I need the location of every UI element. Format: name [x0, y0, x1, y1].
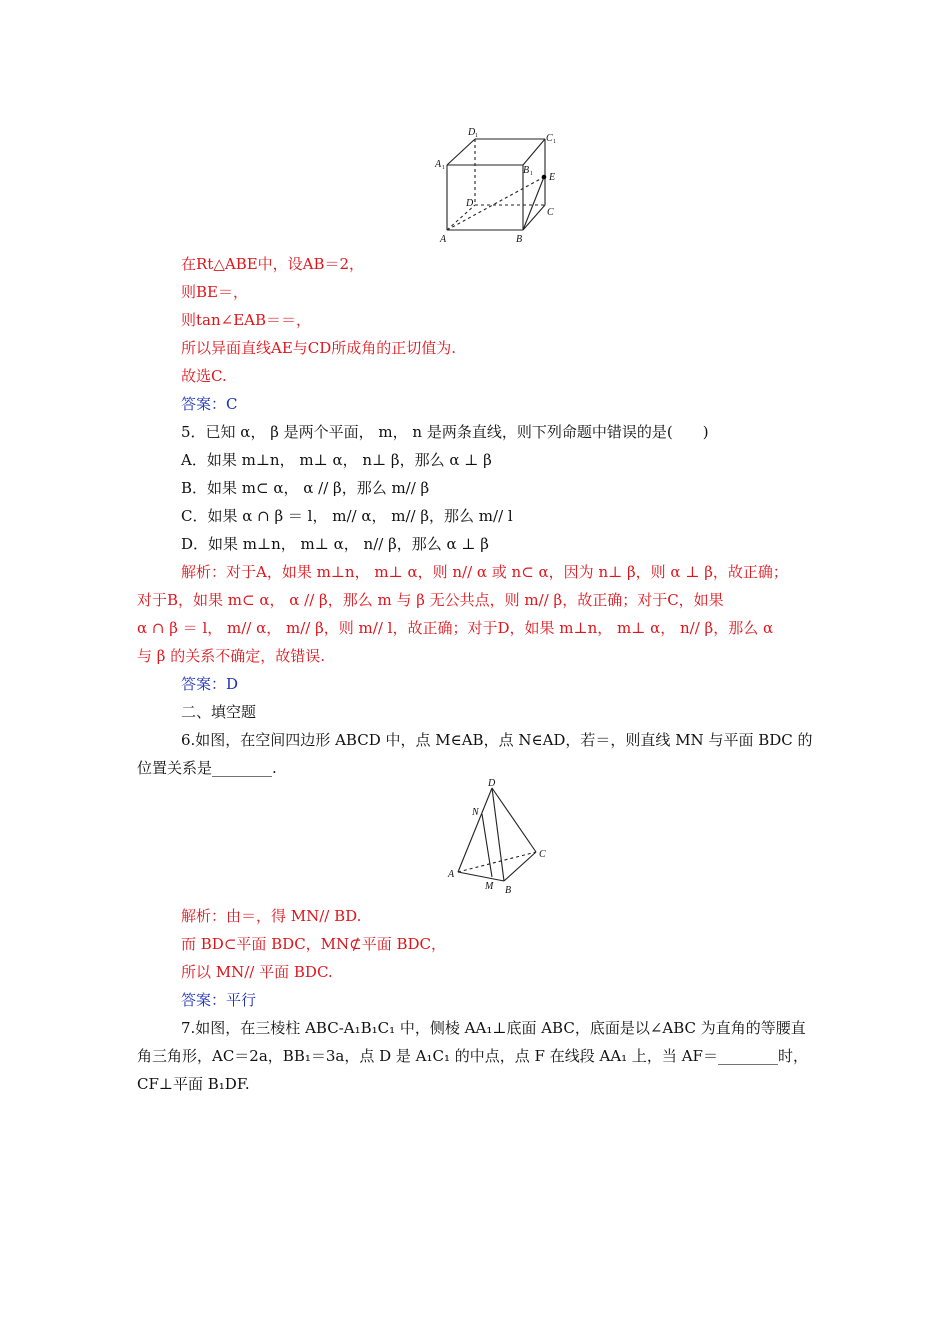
answer-line-3: 答案：平行: [181, 991, 257, 1009]
label-D1: D: [468, 127, 476, 138]
svg-text:1: 1: [442, 165, 445, 171]
question-7-line-3: CF⊥平面 B₁DF.: [137, 1075, 250, 1093]
answer-line-1: 答案：C: [181, 395, 238, 413]
text-line-4: 所以异面直线AE与CD所成角的正切值为.: [181, 339, 457, 357]
svg-text:1: 1: [553, 139, 556, 145]
question-7-line-2: 角三角形，AC＝2a，BB₁＝3a，点 D 是 A₁C₁ 的中点，点 F 在线段 AA₁ 上，当 AF＝________时，: [137, 1047, 808, 1065]
option-d: D．如果 m⊥n， m⊥ α， n// β，那么 α ⊥ β: [181, 535, 489, 553]
text-line-2: 则BE＝，: [181, 283, 248, 301]
answer-line-2: 答案：D: [181, 675, 239, 693]
label-tetra-A: A: [448, 869, 455, 880]
svg-text:1: 1: [530, 171, 533, 177]
question-7-line-1: 7.如图，在三棱柱 ABC-A₁B₁C₁ 中，侧棱 AA₁⊥底面 ABC，底面是以∠ABC 为直角的等腰直: [181, 1019, 806, 1037]
question-6-line-1: 6.如图，在空间四边形 ABCD 中，点 M∈AB，点 N∈AD，若＝，则直线 MN 与平面 BDC 的: [181, 731, 813, 749]
analysis-6-line-1: 解析：由＝，得 MN// BD.: [181, 907, 362, 925]
text-line-5: 故选C.: [181, 367, 227, 385]
label-C1: C: [546, 133, 553, 144]
option-c: C．如果 α ∩ β ＝ l， m// α， m// β，那么 m// l: [181, 507, 513, 525]
cube-figure: [425, 125, 570, 250]
text-line-3: 则tan∠EAB＝＝，: [181, 311, 312, 329]
analysis-6-line-2: 而 BD⊂平面 BDC，MN⊄平面 BDC，: [181, 935, 447, 953]
question-6-line-2: 位置关系是________.: [137, 759, 277, 777]
label-tetra-D: D: [488, 778, 496, 789]
label-C: C: [547, 207, 554, 218]
label-tetra-B: B: [505, 885, 512, 896]
question-5: 5．已知 α， β 是两个平面， m， n 是两条直线，则下列命题中错误的是( ): [181, 423, 709, 441]
analysis-5-line-2: 对于B，如果 m⊂ α， α // β，那么 m 与 β 无公共点，则 m// β，故正确；对于C，如果: [137, 591, 724, 609]
svg-text:1: 1: [475, 133, 478, 139]
label-E: E: [549, 172, 556, 183]
label-tetra-C: C: [539, 849, 546, 860]
label-B: B: [516, 234, 523, 245]
tetrahedron-figure: [440, 778, 555, 900]
analysis-6-line-3: 所以 MN// 平面 BDC.: [181, 963, 333, 981]
label-tetra-M: M: [485, 881, 494, 892]
option-b: B．如果 m⊂ α， α // β，那么 m// β: [181, 479, 430, 497]
label-A: A: [440, 234, 447, 245]
label-tetra-N: N: [472, 807, 479, 818]
label-B1: B: [523, 165, 530, 176]
analysis-5-line-1: 解析：对于A，如果 m⊥n， m⊥ α，则 n// α 或 n⊂ α，因为 n⊥ β，则 α ⊥ β，故正确；: [181, 563, 788, 581]
analysis-5-line-4: 与 β 的关系不确定，故错误.: [137, 647, 325, 665]
section-heading: 二、填空题: [181, 703, 257, 721]
analysis-5-line-3: α ∩ β ＝ l， m// α， m// β，则 m// l，故正确；对于D，如果 m⊥n， m⊥ α， n// β，那么 α: [137, 619, 774, 637]
label-D: D: [466, 198, 474, 209]
option-a: A．如果 m⊥n， m⊥ α， n⊥ β，那么 α ⊥ β: [181, 451, 492, 469]
label-A1: A: [435, 159, 442, 170]
text-line-1: 在Rt△ABE中，设AB＝2，: [181, 255, 365, 273]
